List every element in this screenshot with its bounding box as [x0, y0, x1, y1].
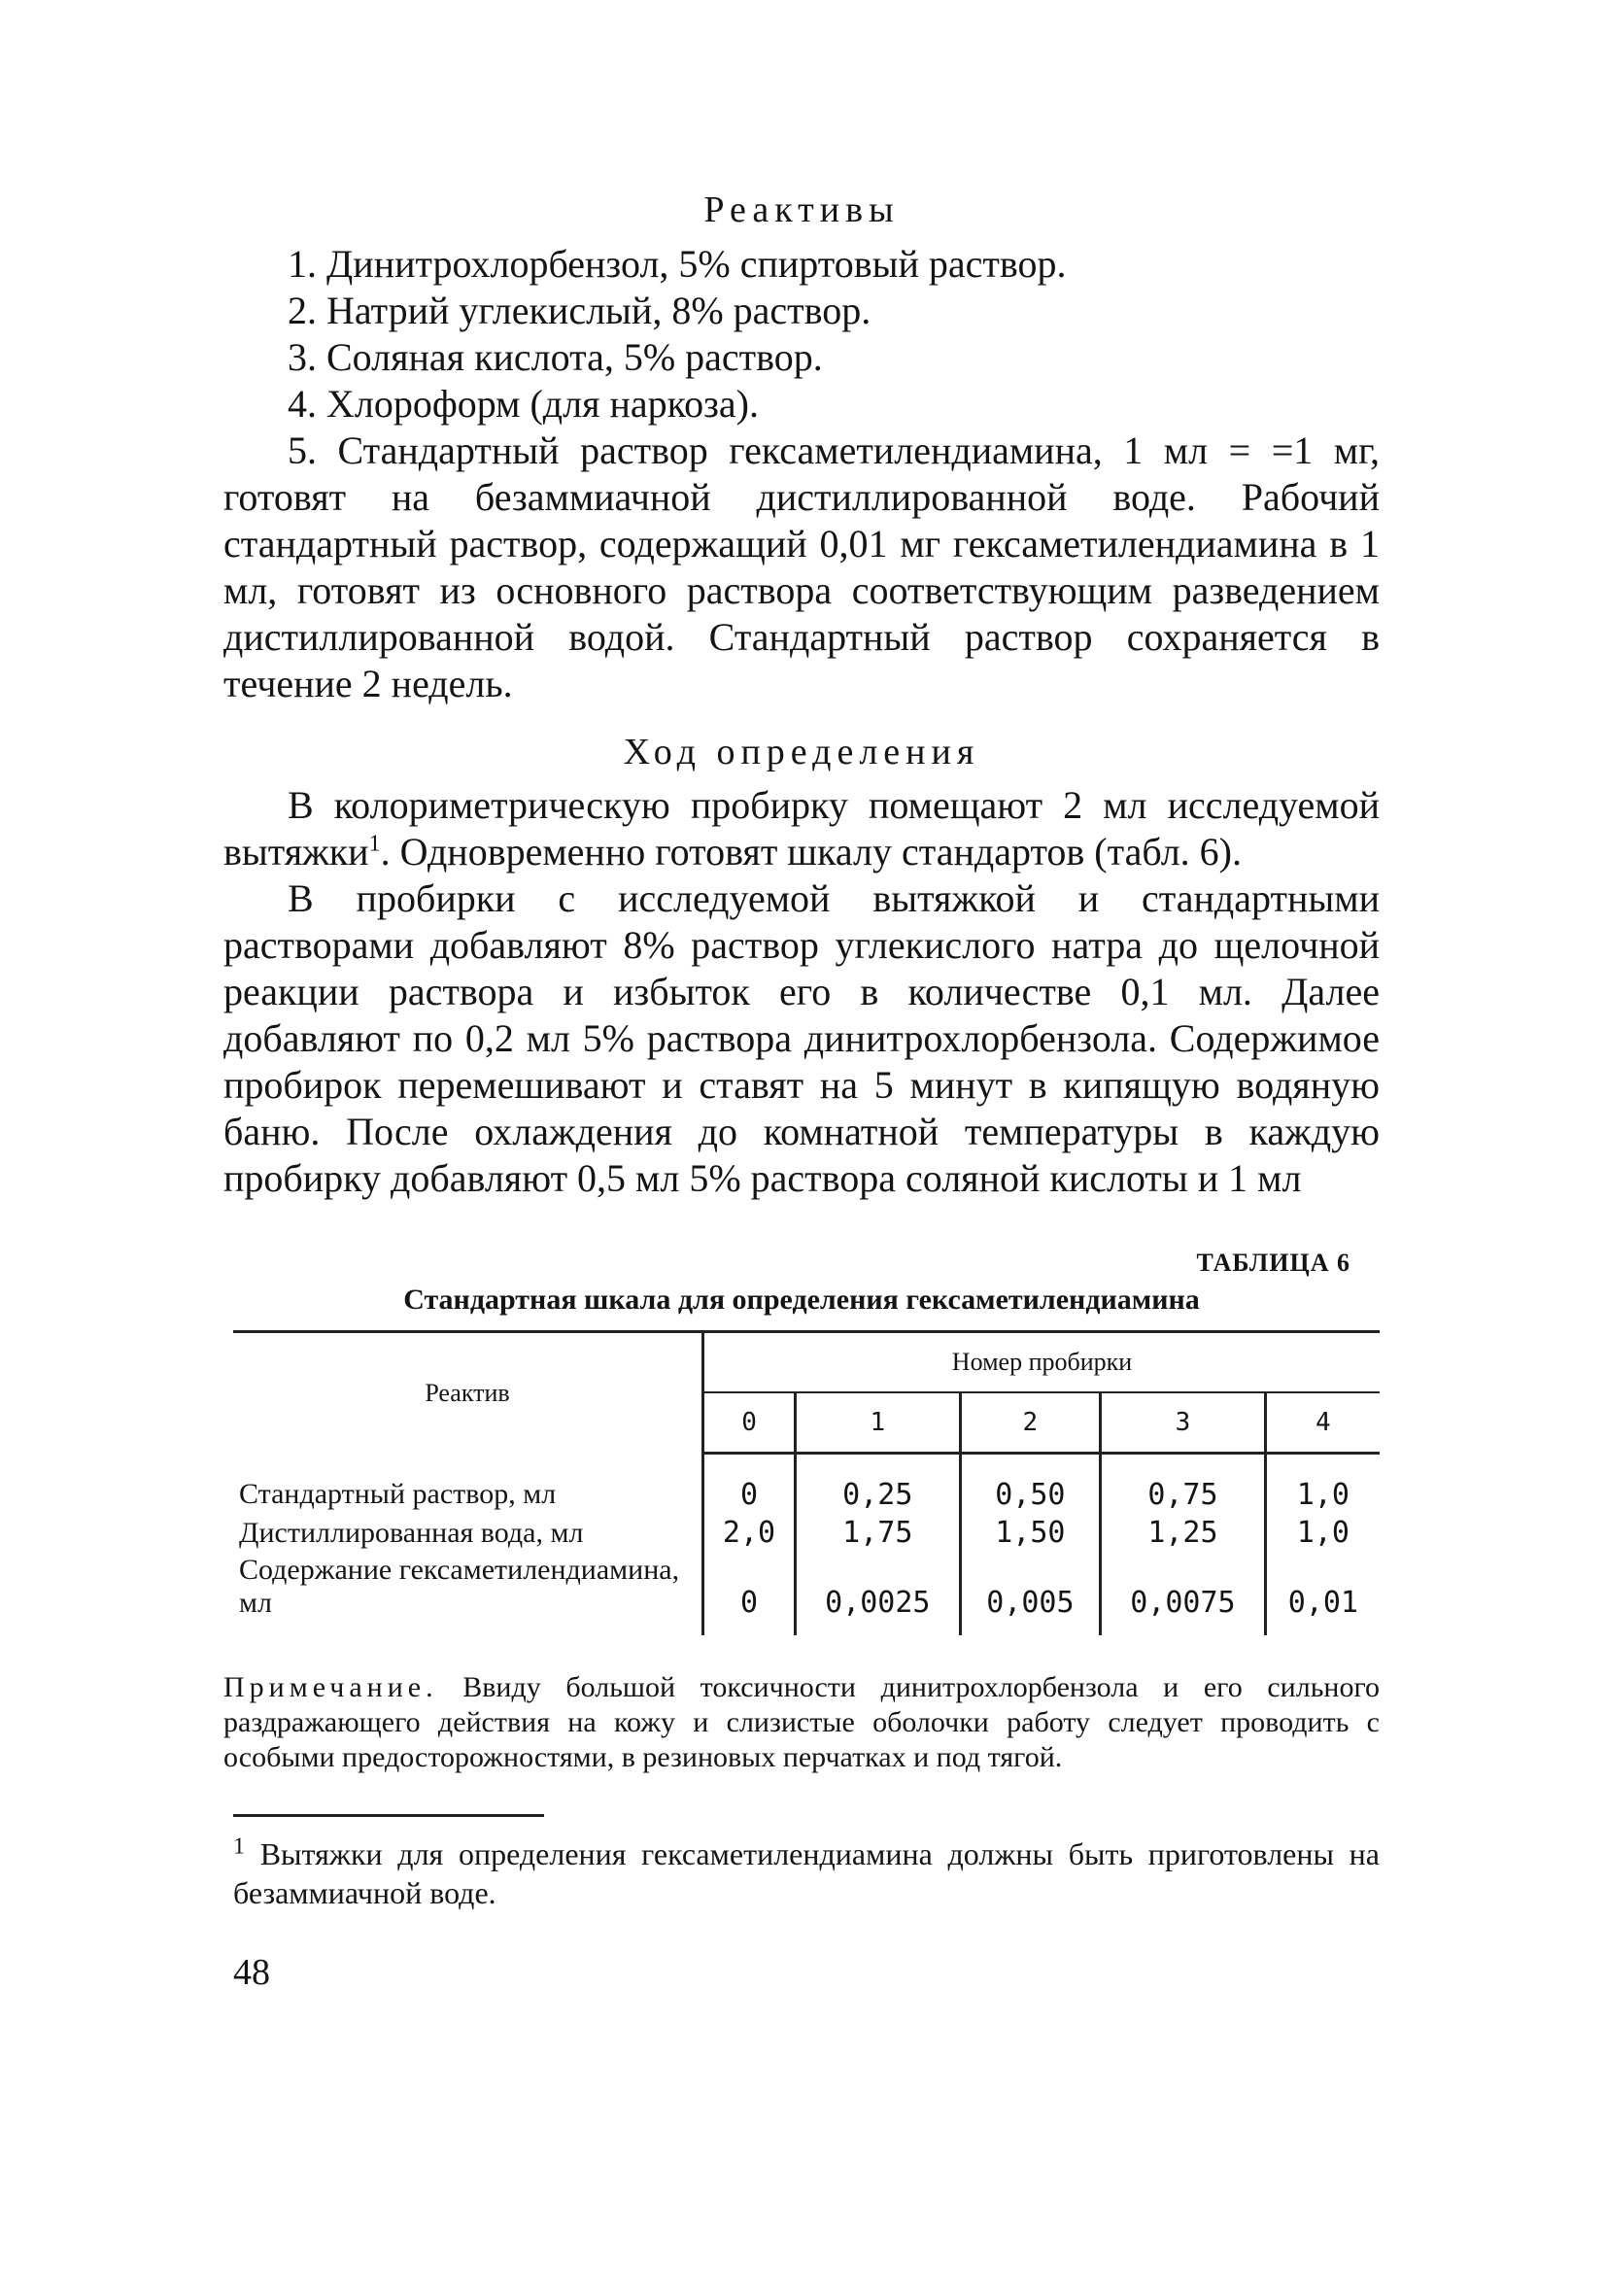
table-cell: 0,25 — [796, 1454, 960, 1515]
tube-number-0: 0 — [703, 1392, 796, 1454]
procedure-paragraph-1-end: . Одновременно готовят шкалу стандартов (табл. 6). — [380, 830, 1242, 874]
table-row — [233, 1552, 1380, 1635]
note-text: Ввиду большой токсичности динитрохлорбензола и его сильного раздражающего действия на кожу и слизистые оболочки работу следует проводить с особыми предосторожностями, в резиновых перчатках и под тягой. — [223, 1671, 1380, 1774]
tube-number-2: 2 — [960, 1392, 1101, 1454]
reagent-item-1: 1. Динитрохлорбензол, 5% спиртовый раствор. — [288, 241, 1067, 286]
procedure-paragraph-1-start: В колориметрическую пробирку помещают 2 мл исследуемой вытяжки — [223, 783, 1380, 874]
row-label: Стандартный раствор, мл — [239, 1477, 557, 1510]
table-cell: 1,0 — [1265, 1454, 1380, 1515]
footnote-text: Вытяжки для определения гексаметилендиамина должны быть приготовлены на безаммиачной воде. — [233, 1836, 1381, 1911]
table-cell: 2,0 — [703, 1514, 796, 1552]
table-row — [233, 1514, 1380, 1552]
reagent-item-2: 2. Натрий углекислый, 8% раствор. — [288, 288, 871, 332]
table-cell: 0,0025 — [796, 1552, 960, 1635]
table-cell: 0,50 — [960, 1454, 1101, 1515]
table-row — [233, 1454, 1380, 1515]
table-cell: 1,25 — [1101, 1514, 1265, 1552]
table-cell: 0,01 — [1265, 1552, 1380, 1635]
footnote-reference: 1 — [368, 831, 381, 857]
table-cell: 0 — [703, 1454, 796, 1515]
table-cell: 1,50 — [960, 1514, 1101, 1552]
procedure-paragraph-1 — [223, 782, 1380, 875]
footnote-divider — [233, 1814, 544, 1817]
tube-number-1: 1 — [796, 1392, 960, 1454]
page-number: 48 — [233, 1952, 270, 1994]
reagents-heading: Реактивы — [703, 189, 900, 230]
table-cell: 0,0075 — [1101, 1552, 1265, 1635]
footnote — [223, 1834, 1380, 1912]
procedure-paragraph-2: В пробирки с исследуемой вытяжкой и стандартными растворами добавляют 8% раствор углекислого натра до щелочной реакции раствора и избыток его в количестве 0,1 мл. Далее добавляют по 0,2 мл 5% раствора динитрохлорбензола. Содержимое пробирок перемешивают и ставят на 5 минут в кипящую водяную баню. После охлаждения до комнатной температуры в каждую пробирку добавляют 0,5 мл 5% раствора соляной кислоты и 1 мл — [223, 876, 1380, 1201]
reagents-list — [223, 241, 1380, 707]
table-cell: 1,75 — [796, 1514, 960, 1552]
table-header-row — [233, 1332, 1380, 1393]
row-label: Содержание гексаметилендиамина, мл — [239, 1554, 680, 1620]
table-cell: 0,75 — [1101, 1454, 1265, 1515]
standard-scale-table — [233, 1330, 1380, 1635]
table-cell: 1,0 — [1265, 1514, 1380, 1552]
table-title: Стандартная шкала для определения гексаметилендиамина — [403, 1284, 1200, 1317]
footnote-marker: 1 — [233, 1833, 245, 1860]
tube-number-3: 3 — [1101, 1392, 1265, 1454]
procedure-heading: Ход определения — [623, 731, 980, 772]
table-cell: 0,005 — [960, 1552, 1101, 1635]
reagent-item-4: 4. Хлороформ (для наркоза). — [288, 381, 759, 426]
reagent-item-5: 5. Стандартный раствор гексаметилендиамина, 1 мл = =1 мг, готовят на безаммиачной дистиллированной воде. Рабочий стандартный раствор, содержащий 0,01 мг гексаметилендиамина в 1 мл, готовят из основного раствора соответствующим разведением дистиллированной водой. Стандартный раствор сохраняется в течение 2 недель. — [223, 428, 1380, 705]
column-header-tube-number: Номер пробирки — [703, 1332, 1381, 1393]
table-label: ТАБЛИЦА 6 — [1196, 1249, 1350, 1278]
note-label: Примечание. — [223, 1671, 438, 1704]
document-page — [223, 165, 1380, 1994]
column-header-reagent: Реактив — [233, 1332, 703, 1454]
table-note — [223, 1670, 1380, 1775]
table-cell: 0 — [703, 1552, 796, 1635]
row-label: Дистиллированная вода, мл — [239, 1516, 584, 1549]
tube-number-4: 4 — [1265, 1392, 1380, 1454]
reagent-item-3: 3. Соляная кислота, 5% раствор. — [288, 334, 823, 379]
